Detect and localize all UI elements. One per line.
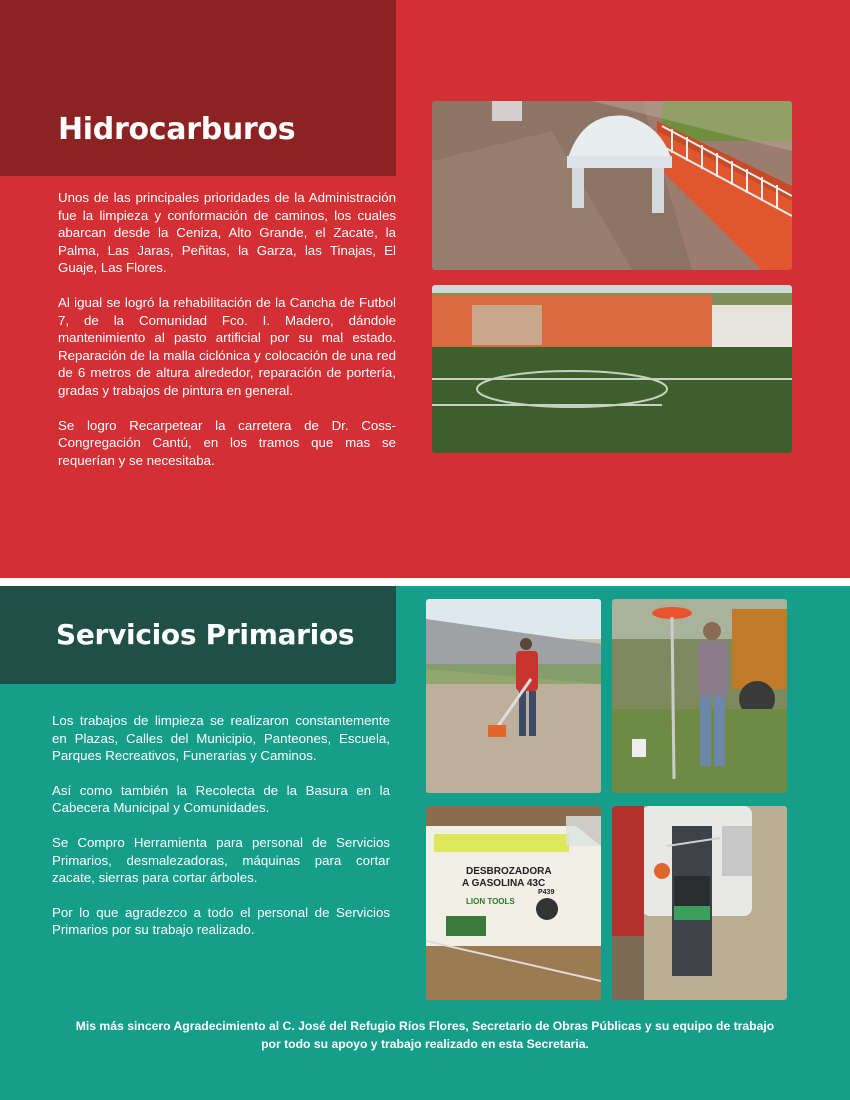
hidrocarburos-text	[58, 189, 396, 486]
hidrocarburos-paragraph-2: Al igual se logró la rehabilitación de la Cancha de Futbol 7, de la Comunidad Fco. I. Madero, dándole mantenimiento al pasto artificial por su mal estado. Reparación de la malla ciclónica y colocación de una red de 6 metros de altura alrededor, reparación de portería, gradas y trabajos de pintura en general.	[58, 294, 396, 398]
plaza-bench-photo	[432, 101, 792, 270]
acknowledgement-line-1: Mis más sincero Agradecimiento al C. José del Refugio Ríos Flores, Secretario de Obras Públicas y su equipo de trabajo	[75, 1019, 775, 1033]
man-with-trimmer-photo	[612, 599, 787, 793]
servicios-paragraph-2: Así como también la Recolecta de la Basura en la Cabecera Municipal y Comunidades.	[52, 782, 390, 816]
acknowledgement-line-2: por todo su apoyo y trabajo realizado en esta Secretaria.	[261, 1037, 589, 1051]
servicios-text	[52, 712, 390, 956]
hidrocarburos-title-box	[0, 0, 396, 176]
hidrocarburos-paragraph-1: Unos de las principales prioridades de la Administración fue la limpieza y conformación de caminos, los cuales abarcan desde la Ceniza, Alto Grande, el Zacate, la Palma, Las Jaras, Peñitas, la Garza, las Tinajas, El Guaje, Las Flores.	[58, 190, 396, 276]
servicios-paragraph-4: Por lo que agradezco a todo el personal de Servicios Primarios por su trabajo realizado.	[52, 904, 390, 938]
servicios-paragraph-3: Se Compro Herramienta para personal de Servicios Primarios, desmalezadoras, máquinas para cortar zacate, sierras para cortar árboles.	[52, 834, 390, 886]
servicios-title-box	[0, 586, 396, 684]
box-brand-label: LION TOOLS	[466, 897, 515, 906]
product-by-truck-photo	[612, 806, 787, 1000]
servicios-section	[0, 586, 850, 1100]
box-label-line1: DESBROZADORA	[466, 866, 552, 877]
hidrocarburos-title: Hidrocarburos	[58, 112, 296, 147]
worker-trimmer-photo	[426, 599, 601, 793]
box-model-label: P439	[538, 889, 555, 896]
box-label-line2: A GASOLINA 43C	[462, 878, 546, 889]
acknowledgement-footer	[30, 1017, 820, 1053]
section-divider	[0, 578, 850, 586]
servicios-title: Servicios Primarios	[56, 618, 355, 651]
soccer-field-photo	[432, 285, 792, 453]
hidrocarburos-paragraph-3: Se logro Recarpetear la carretera de Dr. Coss-Congregación Cantú, en los tramos que mas se requerían y se necesitaba.	[58, 417, 396, 468]
servicios-paragraph-1: Los trabajos de limpieza se realizaron constantemente en Plazas, Calles del Municipio, Panteones, Escuela, Parques Recreativos, Funerarias y Caminos.	[52, 713, 390, 764]
trimmer-box-photo	[426, 806, 601, 1000]
